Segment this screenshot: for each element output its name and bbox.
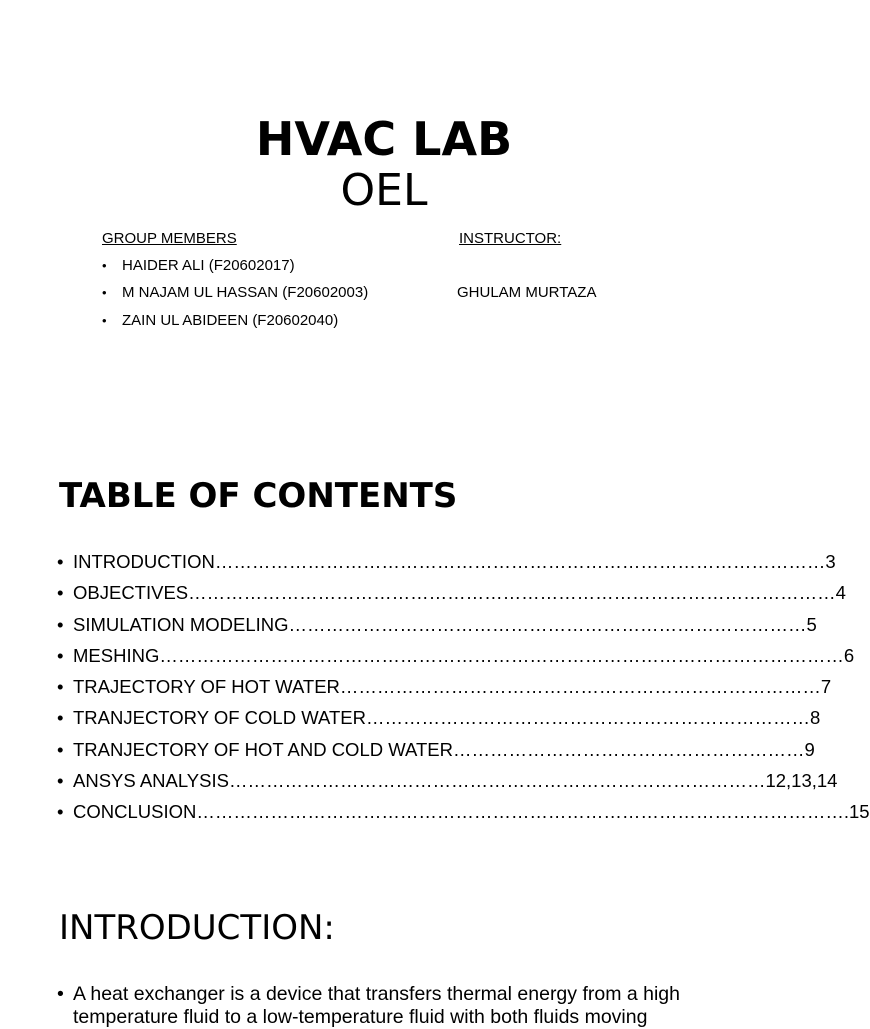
bullet-icon: • bbox=[57, 582, 64, 604]
bullet-icon: • bbox=[57, 983, 64, 1005]
bullet-icon: • bbox=[57, 551, 64, 572]
introduction-text: A heat exchanger is a device that transfers thermal energy from a high temperature fluid to a low-temperature fluid with both fluids moving bbox=[73, 983, 680, 1028]
bullet-icon: • bbox=[102, 285, 107, 300]
toc-item-objectives[interactable] bbox=[57, 581, 846, 612]
toc-item-label: SIMULATION MODELING…………………………………………………………………………5 bbox=[73, 613, 817, 635]
toc-item-label: CONCLUSION…………………………………………………………………………………………….15 bbox=[73, 801, 870, 822]
bullet-icon: • bbox=[57, 676, 64, 697]
bullet-icon: • bbox=[102, 258, 107, 273]
toc-item-ansys-analysis[interactable] bbox=[57, 769, 838, 800]
toc-item-label: TRAJECTORY OF HOT WATER……………………………………………………………………7 bbox=[73, 676, 832, 697]
toc-item-label: MESHING…………………………………………………………………………………………………6 bbox=[73, 644, 855, 666]
bullet-icon: • bbox=[57, 801, 64, 822]
toc-item-meshing[interactable] bbox=[57, 644, 855, 675]
toc-list bbox=[57, 550, 870, 831]
bullet-icon: • bbox=[57, 644, 64, 666]
toc-item-simulation-modeling[interactable] bbox=[57, 613, 817, 644]
toc-item-introduction[interactable] bbox=[57, 550, 836, 581]
group-member: HAIDER ALI (F20602017) bbox=[122, 257, 295, 274]
document-subtitle: OEL bbox=[340, 165, 428, 216]
toc-item-label: OBJECTIVES……………………………………………………………………………………………4 bbox=[73, 582, 846, 604]
introduction-heading: INTRODUCTION: bbox=[59, 908, 335, 948]
bullet-icon: • bbox=[102, 313, 107, 328]
toc-item-label: ANSYS ANALYSIS……………………………………………………………………………12,13,14 bbox=[73, 769, 838, 791]
group-members-heading: GROUP MEMBERS bbox=[102, 230, 237, 247]
toc-item-trajectory-cold-water[interactable] bbox=[57, 706, 821, 737]
group-member: ZAIN UL ABIDEEN (F20602040) bbox=[122, 312, 339, 329]
bullet-icon: • bbox=[57, 738, 64, 760]
toc-item-label: INTRODUCTION………………………………………………………………………………………3 bbox=[73, 551, 836, 572]
toc-item-trajectory-hot-and-cold-water[interactable] bbox=[57, 738, 815, 769]
group-member: M NAJAM UL HASSAN (F20602003) bbox=[122, 284, 369, 301]
introduction-paragraph bbox=[57, 983, 717, 1029]
toc-item-trajectory-hot-water[interactable] bbox=[57, 675, 832, 706]
instructor-heading: INSTRUCTOR: bbox=[459, 230, 562, 247]
bullet-icon: • bbox=[57, 769, 64, 791]
instructor-name: GHULAM MURTAZA bbox=[457, 284, 597, 301]
toc-item-label: TRANJECTORY OF COLD WATER………………………………………………………………8 bbox=[73, 707, 821, 729]
toc-heading: TABLE OF CONTENTS bbox=[59, 476, 458, 516]
toc-item-conclusion[interactable] bbox=[57, 800, 870, 831]
bullet-icon: • bbox=[57, 707, 64, 729]
document-title: HVAC LAB bbox=[255, 112, 513, 166]
bullet-icon: • bbox=[57, 613, 64, 635]
toc-item-label: TRANJECTORY OF HOT AND COLD WATER…………………………………………………9 bbox=[73, 738, 815, 760]
